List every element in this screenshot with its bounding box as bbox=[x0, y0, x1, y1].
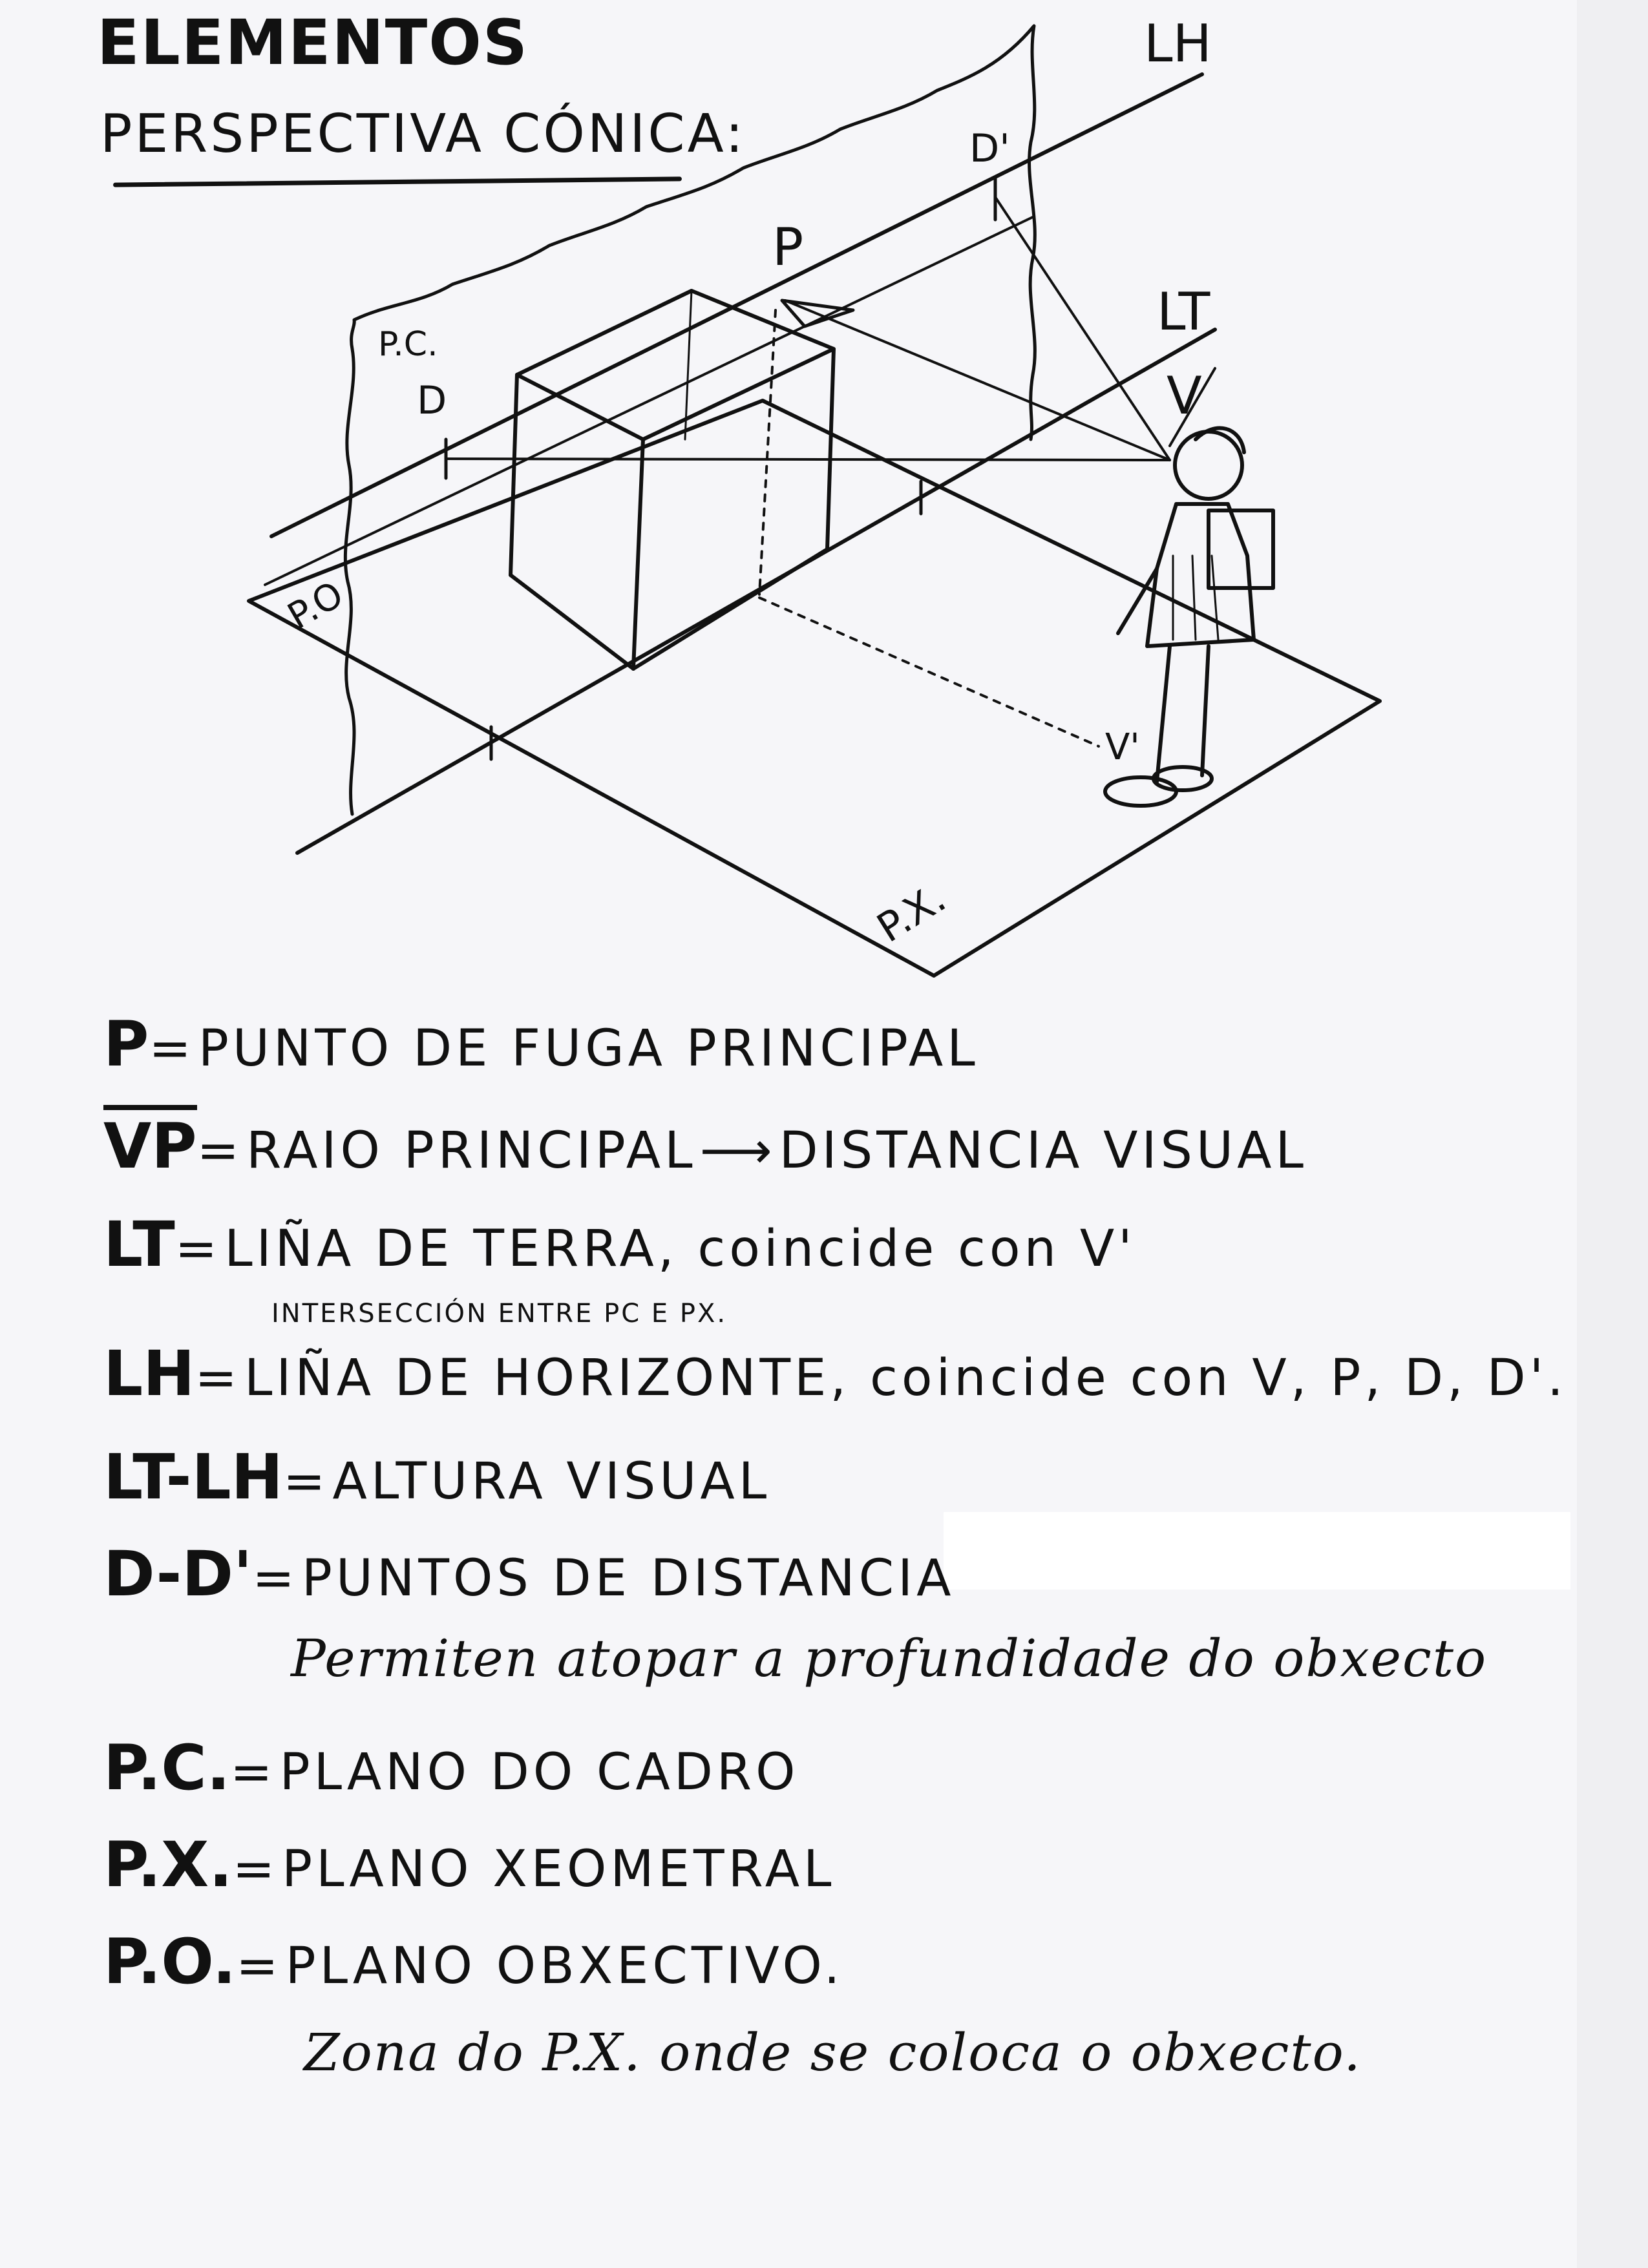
legend-abbr: P.O. bbox=[103, 1926, 237, 1998]
legend-text-2: DISTANCIA VISUAL bbox=[779, 1122, 1307, 1180]
horizon-line-lh bbox=[271, 74, 1202, 536]
arrow-right-icon: ⟶ bbox=[699, 1122, 776, 1180]
legend-text: LIÑA DE HORIZONTE, coincide con V, P, D, D'. bbox=[244, 1349, 1567, 1407]
legend-abbr: VP bbox=[103, 1105, 197, 1182]
label-v-prime: V' bbox=[1105, 726, 1140, 768]
legend-text: RAIO PRINCIPAL bbox=[246, 1122, 697, 1180]
legend-text: ALTURA VISUAL bbox=[332, 1453, 771, 1511]
legend-text: PUNTOS DE DISTANCIA bbox=[301, 1549, 955, 1608]
label-v: V bbox=[1167, 366, 1202, 426]
page-title: ELEMENTOS bbox=[97, 6, 529, 79]
v-prime-dotted bbox=[759, 598, 1099, 746]
legend-abbr: LH bbox=[103, 1338, 195, 1410]
perspective-diagram bbox=[0, 0, 1648, 1008]
legend-text-po-2: Zona do P.X. onde se coloca o obxecto. bbox=[304, 2022, 1362, 2083]
p-vertical-dotted bbox=[759, 310, 776, 594]
legend-text: PUNTO DE FUGA PRINCIPAL bbox=[198, 1020, 979, 1078]
legend-row-vp: VP= RAIO PRINCIPAL ⟶ DISTANCIA VISUAL bbox=[103, 1105, 1307, 1182]
picture-plane-pc bbox=[345, 26, 1035, 814]
legend-abbr: LT bbox=[103, 1208, 175, 1281]
legend-text-d-d-prime-2: Permiten atopar a profundidade do obxecto bbox=[291, 1628, 1488, 1688]
legend-abbr: D-D' bbox=[103, 1538, 253, 1610]
horizon-line-lower bbox=[265, 216, 1034, 585]
ground-plane-px bbox=[249, 401, 1380, 976]
legend-text: LIÑA DE TERRA, coincide con V' bbox=[224, 1220, 1136, 1278]
label-d-prime: D' bbox=[969, 126, 1010, 171]
legend-row-p: P= PUNTO DE FUGA PRINCIPAL bbox=[103, 1008, 979, 1080]
label-p: P bbox=[772, 217, 804, 277]
legend-abbr: P.X. bbox=[103, 1829, 233, 1901]
label-pc: P.C. bbox=[378, 325, 438, 364]
principal-ray bbox=[785, 300, 1170, 460]
legend-note-lt: INTERSECCIÓN ENTRE PC E PX. bbox=[271, 1299, 728, 1328]
label-lh: LH bbox=[1144, 14, 1212, 74]
legend-row-d-d-prime: D-D'= PUNTOS DE DISTANCIA bbox=[103, 1538, 955, 1610]
correction-tape-patch bbox=[944, 1512, 1570, 1590]
legend-text: PLANO XEOMETRAL bbox=[282, 1840, 836, 1898]
label-po: P.O bbox=[280, 573, 351, 638]
label-d: D bbox=[417, 378, 447, 423]
legend-abbr: LT-LH bbox=[103, 1441, 284, 1513]
legend-row-lt-lh: LT-LH= ALTURA VISUAL bbox=[103, 1441, 771, 1513]
label-px: P.X. bbox=[869, 874, 954, 952]
legend-abbr: P bbox=[103, 1008, 149, 1080]
ray-to-d-prime bbox=[995, 197, 1170, 460]
legend-row-px: P.X.= PLANO XEOMETRAL bbox=[103, 1829, 836, 1901]
label-lt: LT bbox=[1157, 282, 1210, 342]
legend-abbr: P.C. bbox=[103, 1732, 231, 1804]
legend-row-po: P.O.= PLANO OBXECTIVO. bbox=[103, 1926, 844, 1998]
legend-text: PLANO OBXECTIVO. bbox=[285, 1937, 844, 1995]
page-subtitle: PERSPECTIVA CÓNICA: bbox=[100, 103, 746, 165]
visual-ray bbox=[446, 459, 1170, 460]
legend-row-lt: LT= LIÑA DE TERRA, coincide con V' bbox=[103, 1208, 1136, 1281]
legend-text: PLANO DO CADRO bbox=[279, 1743, 799, 1801]
legend-row-pc: P.C.= PLANO DO CADRO bbox=[103, 1732, 799, 1804]
legend-row-lh: LH= LIÑA DE HORIZONTE, coincide con V, P, D, D'. bbox=[103, 1338, 1567, 1410]
